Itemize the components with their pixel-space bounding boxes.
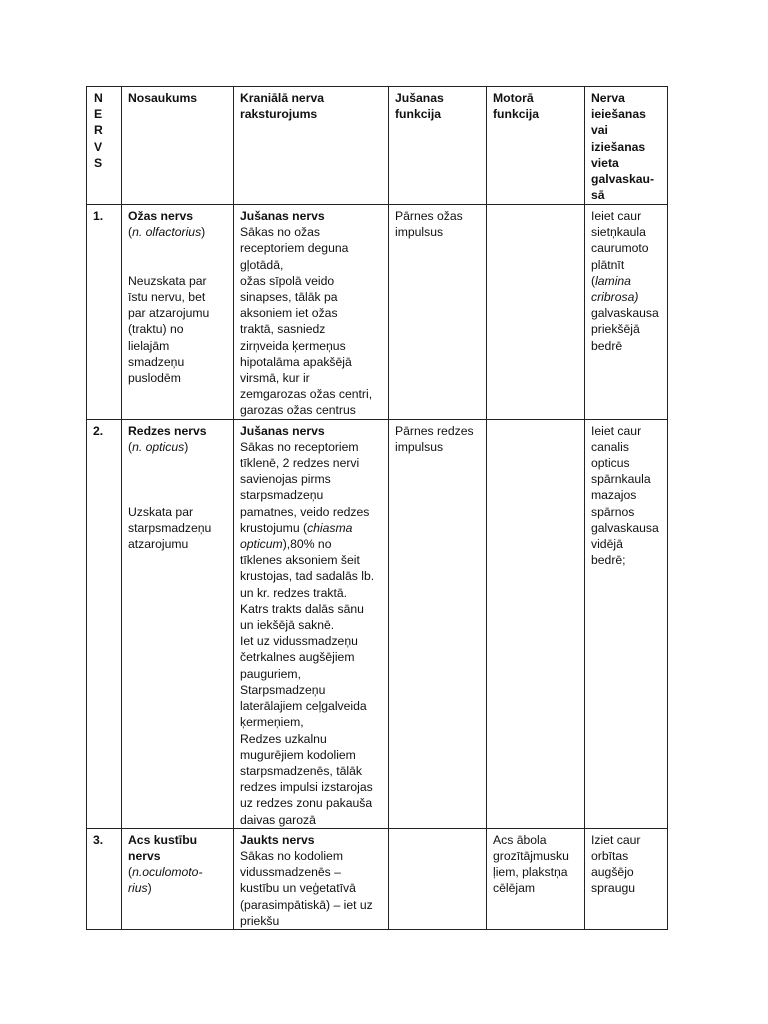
nerve-note: Uzskata par starpsmadzeņu atzarojumu [128, 504, 212, 552]
header-nosaukums: Nosaukums [122, 87, 234, 205]
nerve-name-cell [122, 419, 234, 828]
characteristics-text: Sākas no kodoliem vidussmadzenēs – kustību un veģetatīvā (parasimpātiskā) – iet uz priekšu [240, 848, 373, 928]
motor-function [487, 205, 585, 420]
sensory-function: Pārnes redzes impulsus [389, 419, 487, 828]
characteristics-cell [234, 828, 389, 929]
characteristics-text-end: ),80% no tīklenes aksoniem šeit krustojas, tad sadalās lb. un kr. redzes traktā. Katrs trakts dalās sānu un iekšējā saknē. Iet uz vidussmadzeņu četrkalnes augšējiem pauguriem, Starpsmadzeņu laterālajiem ceļgalveida ķermeņiem, Redzes uzkalnu mugurējiem kodoliem starpsmadzenēs, tālāk redzes impulsi izstarojas uz redzes zonu pakauša daivas garozā [240, 537, 375, 827]
characteristics-latin: chiasma opticum [240, 520, 353, 552]
latin-open: ( [128, 865, 133, 880]
nerve-latin-name: n.oculomoto- rius [128, 865, 203, 896]
sensory-function: Pārnes ožas impulsus [389, 205, 487, 420]
entry-exit-text: Ieiet caur sietņkaula caurumoto plātnīt ( [591, 209, 649, 288]
nerve-name-cell [122, 828, 234, 929]
nerve-name: Ožas nervs [128, 209, 194, 223]
latin-close: ) [201, 225, 206, 240]
table-row [87, 205, 668, 420]
entry-exit-latin: lamina cribrosa) [591, 273, 639, 305]
header-vieta: Nerva ieiešanas vai iziešanas vieta galvaskau- sā [585, 87, 668, 205]
entry-exit-text-end: galvaskausa priekšējā bedrē [591, 306, 659, 353]
entry-exit-text: Ieiet caur canalis opticus spārnkaula mazajos spārnos galvaskausa vidējā bedrē; [585, 419, 668, 828]
nerve-latin-name: n. olfactorius [132, 225, 202, 240]
entry-exit-cell [585, 205, 668, 420]
header-row [87, 87, 668, 205]
latin-close: ) [147, 881, 152, 896]
characteristics-cell [234, 419, 389, 828]
nerve-name: Redzes nervs [128, 423, 207, 438]
latin-close: ) [184, 439, 189, 454]
motor-function: Acs ābola grozītājmusku ļiem, plakstņa cēlējam [487, 828, 585, 929]
nerve-note: Neuzskata par īstu nervu, bet par atzarojumu (traktu) no lielajām smadzeņu puslodēm [128, 273, 210, 386]
entry-exit-text: Iziet caur orbītas augšējo spraugu [585, 828, 668, 929]
latin-open: ( [128, 439, 133, 454]
row-number: 1. [87, 205, 122, 420]
table-row [87, 419, 668, 828]
header-nervs: N E R V S [87, 87, 122, 205]
nerve-name-cell [122, 205, 234, 420]
header-raksturojums: Kraniālā nerva raksturojums [234, 87, 389, 205]
characteristics-text: Sākas no receptoriem tīklenē, 2 redzes nervi savienojas pirms starpsmadzeņu pamatnes, veido redzes krustojumu ( [240, 439, 370, 535]
nerve-name: Acs kustību nervs [128, 832, 198, 863]
characteristics-text: Sākas no ožas receptoriem deguna gļotādā, ožas sīpolā veido sinapses, tālāk pa aksoniem iet ožas traktā, sasniedz zirņveida ķermeņus hipotalāma apakšējā virsmā, kur ir zemgarozas ožas centri, garozas ožas centrus [240, 225, 373, 418]
header-jusanas: Jušanas funkcija [389, 87, 487, 205]
motor-function [487, 419, 585, 828]
latin-open: ( [128, 225, 133, 240]
nerve-type: Jušanas nervs [240, 423, 325, 438]
row-number: 3. [87, 828, 122, 929]
characteristics-cell [234, 205, 389, 420]
nerve-latin-name: n. opticus [132, 439, 185, 454]
nerve-type: Jaukts nervs [240, 832, 315, 847]
header-motora: Motorā funkcija [487, 87, 585, 205]
table-row [87, 828, 668, 929]
cranial-nerves-table [86, 86, 668, 930]
nerve-type: Jušanas nervs [240, 209, 325, 223]
sensory-function [389, 828, 487, 929]
row-number: 2. [87, 419, 122, 828]
